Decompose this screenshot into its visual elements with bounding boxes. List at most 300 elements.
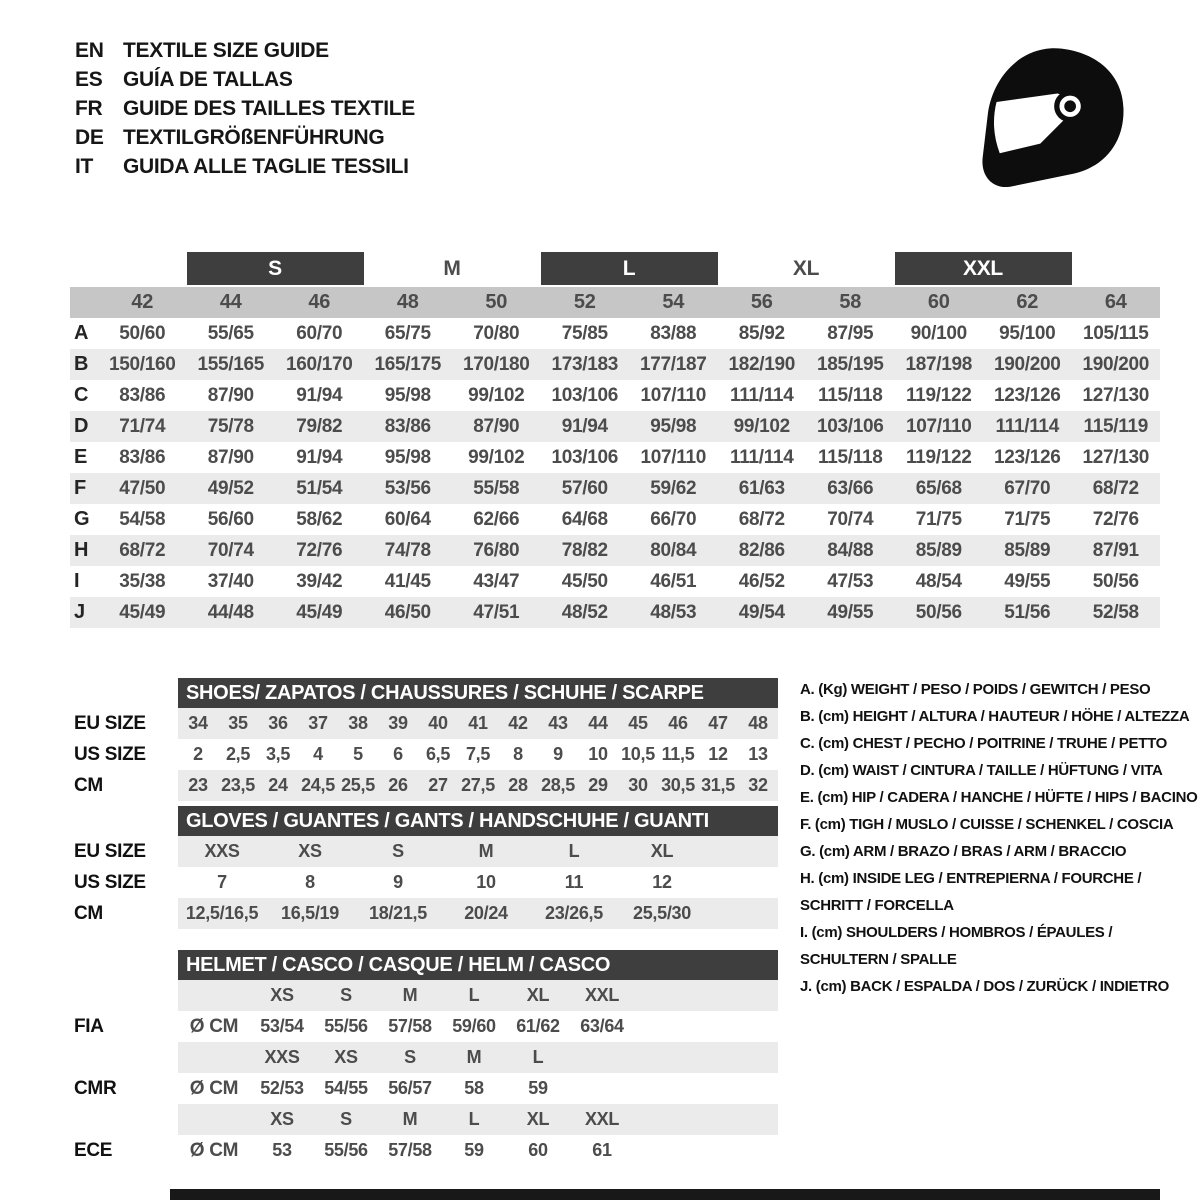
helmet-size-label: XXS	[264, 1047, 300, 1067]
measure-value: 71/75	[915, 508, 962, 530]
size-group-xxl: XXL	[895, 252, 1072, 285]
gloves-size-table	[70, 806, 778, 929]
measure-value: 115/118	[818, 446, 883, 468]
measure-value: 60/64	[384, 508, 431, 530]
measure-value: 115/119	[1083, 415, 1148, 437]
language-code: EN	[75, 38, 104, 62]
measure-value: 123/126	[993, 384, 1061, 406]
helmet-size-value: 53/54	[260, 1016, 304, 1036]
shoe-size-value: 23	[188, 775, 208, 795]
helmet-size-label: L	[468, 985, 480, 1005]
measure-value: 51/56	[1004, 601, 1051, 623]
measure-value: 50/60	[119, 322, 166, 344]
legend-item: I. (cm) SHOULDERS / HOMBROS / ÉPAULES / SCHULTERN / SPALLE	[800, 924, 1113, 968]
table-row-c	[70, 380, 1160, 411]
legend-item: A. (Kg) WEIGHT / PESO / POIDS / GEWITCH / PESO	[800, 681, 1151, 698]
measure-value: 52/58	[1092, 601, 1139, 623]
measure-value: 78/82	[561, 539, 608, 561]
measure-value: 173/183	[551, 353, 619, 375]
measure-value: 107/110	[640, 446, 707, 468]
measure-value: 64/68	[561, 508, 608, 530]
glove-size-value: 25,5/30	[633, 903, 691, 923]
bottom-bar	[170, 1189, 1160, 1200]
shoe-size-value: 37	[308, 713, 328, 733]
measure-value: 46/52	[738, 570, 785, 592]
measure-value: 72/76	[296, 539, 343, 561]
shoe-size-value: 39	[388, 713, 408, 733]
measure-value: 80/84	[650, 539, 697, 561]
glove-size-value: 11	[564, 872, 584, 892]
measure-value: 62/66	[473, 508, 520, 530]
shoe-size-value: 24	[268, 775, 288, 795]
helmet-cmr-sizes-row	[70, 1042, 778, 1073]
glove-size-value: 20/24	[464, 903, 508, 923]
shoe-size-value: 38	[348, 713, 368, 733]
measure-value: 49/52	[207, 477, 254, 499]
helmet-size-value: 57/58	[388, 1140, 432, 1160]
shoe-size-value: 32	[748, 775, 768, 795]
measure-value: 177/187	[639, 353, 707, 375]
measure-value: 182/190	[728, 353, 796, 375]
shoe-size-value: 26	[388, 775, 408, 795]
table-row-j	[70, 597, 1160, 628]
helmet-size-value: 61/62	[516, 1016, 560, 1036]
measure-value: 155/165	[197, 353, 265, 375]
helmet-ece-values-row	[70, 1135, 778, 1166]
legend-item: G. (cm) ARM / BRAZO / BRAS / ARM / BRACCIO	[800, 843, 1127, 860]
measure-value: 119/122	[905, 446, 972, 468]
measure-value: 65/68	[915, 477, 962, 499]
measure-value: 45/50	[561, 570, 608, 592]
measure-value: 70/74	[207, 539, 254, 561]
helmet-size-label: S	[340, 985, 352, 1005]
row-letter: J	[74, 601, 85, 623]
helmet-size-value: 56/57	[388, 1078, 432, 1098]
measure-value: 87/95	[827, 322, 874, 344]
table-row-e	[70, 442, 1160, 473]
measure-value: 70/80	[473, 322, 520, 344]
table-row-h	[70, 535, 1160, 566]
row-label: US SIZE	[74, 871, 146, 893]
measure-value: 91/94	[561, 415, 608, 437]
measure-value: 55/65	[207, 322, 254, 344]
measure-value: 57/60	[561, 477, 608, 499]
measure-value: 150/160	[108, 353, 176, 375]
measure-value: 103/106	[816, 415, 884, 437]
glove-size-value: 12	[652, 872, 672, 892]
measure-value: 67/70	[1004, 477, 1051, 499]
glove-size-value: XL	[650, 841, 674, 861]
measure-value: 50/56	[1092, 570, 1139, 592]
measure-value: 111/114	[730, 384, 794, 406]
measure-value: 90/100	[910, 322, 967, 344]
measure-value: 111/114	[730, 446, 794, 468]
helmet-cmr-values-row	[70, 1073, 778, 1104]
table-row-g	[70, 504, 1160, 535]
measure-value: 107/110	[905, 415, 972, 437]
table-row-b	[70, 349, 1160, 380]
shoe-size-value: 35	[228, 713, 248, 733]
size-group-m: M	[443, 256, 461, 280]
language-title-line	[75, 123, 415, 152]
row-letter: A	[74, 322, 89, 344]
shoe-size-value: 47	[708, 713, 728, 733]
helmet-fia-sizes-row	[70, 980, 778, 1011]
glove-size-value: 12,5/16,5	[185, 903, 259, 923]
guide-title: GUIDA ALLE TAGLIE TESSILI	[123, 154, 409, 178]
table-row-f	[70, 473, 1160, 504]
shoes-table-title: SHOES/ ZAPATOS / CHAUSSURES / SCHUHE / SCARPE	[178, 678, 778, 708]
helmet-size-label: XXL	[584, 985, 620, 1005]
measure-value: 68/72	[738, 508, 785, 530]
measure-value: 119/122	[905, 384, 972, 406]
helmet-size-label: XS	[270, 1109, 294, 1129]
glove-size-value: 16,5/19	[281, 903, 339, 923]
measure-value: 85/89	[915, 539, 962, 561]
shoe-size-value: 6,5	[425, 744, 451, 764]
measure-value: 99/102	[468, 446, 525, 468]
language-title-list	[75, 36, 415, 181]
standard-label: CMR	[74, 1077, 117, 1099]
shoe-size-value: 30,5	[661, 775, 695, 795]
measure-value: 123/126	[993, 446, 1061, 468]
measure-value: 60/70	[296, 322, 343, 344]
measure-value: 63/66	[827, 477, 874, 499]
row-letter: C	[74, 384, 89, 406]
measure-value: 47/51	[473, 601, 520, 623]
glove-size-value: 18/21,5	[369, 903, 427, 923]
measure-value: 48/54	[915, 570, 962, 592]
shoe-size-value: 13	[748, 744, 768, 764]
glove-size-value: 7	[217, 872, 227, 892]
shoe-size-value: 25,5	[341, 775, 375, 795]
shoe-size-value: 24,5	[301, 775, 335, 795]
size-number: 48	[396, 291, 419, 313]
glove-size-value: 10	[476, 872, 496, 892]
shoe-size-value: 31,5	[701, 775, 735, 795]
measure-value: 82/86	[738, 539, 785, 561]
measure-value: 53/56	[384, 477, 431, 499]
measure-value: 85/89	[1004, 539, 1051, 561]
shoe-size-value: 43	[548, 713, 568, 733]
measure-value: 49/54	[738, 601, 785, 623]
row-label: US SIZE	[74, 743, 146, 765]
measure-value: 59/62	[650, 477, 697, 499]
gloves-us-row	[70, 867, 778, 898]
table-row-d	[70, 411, 1160, 442]
size-number: 46	[308, 291, 331, 313]
helmet-size-value: 60	[528, 1140, 548, 1160]
language-code: IT	[75, 154, 94, 178]
measure-value: 61/63	[738, 477, 785, 499]
measure-value: 41/45	[384, 570, 431, 592]
standard-label: ECE	[74, 1139, 113, 1161]
size-number: 50	[485, 291, 508, 313]
measure-value: 187/198	[905, 353, 973, 375]
shoe-size-value: 7,5	[465, 744, 491, 764]
size-number: 44	[219, 291, 242, 313]
measure-value: 99/102	[733, 415, 790, 437]
measure-value: 87/90	[207, 384, 254, 406]
shoe-size-value: 45	[628, 713, 648, 733]
helmet-size-label: M	[402, 985, 418, 1005]
guide-title: GUIDE DES TAILLES TEXTILE	[123, 96, 415, 120]
measure-value: 115/118	[818, 384, 883, 406]
helmet-table-title: HELMET / CASCO / CASQUE / HELM / CASCO	[178, 950, 778, 980]
helmet-size-value: 52/53	[260, 1078, 304, 1098]
helmet-size-label: M	[402, 1109, 418, 1129]
measure-value: 87/91	[1092, 539, 1139, 561]
size-number: 62	[1016, 291, 1039, 313]
measure-value: 49/55	[827, 601, 874, 623]
measure-value: 87/90	[473, 415, 520, 437]
shoe-size-value: 2	[193, 744, 203, 764]
measure-value: 85/92	[738, 322, 785, 344]
measure-value: 75/78	[207, 415, 254, 437]
shoe-size-value: 10	[588, 744, 608, 764]
measure-value: 99/102	[468, 384, 525, 406]
size-group-s: S	[187, 252, 364, 285]
helmet-size-value: 59	[528, 1078, 548, 1098]
measure-value: 51/54	[296, 477, 343, 499]
shoe-size-value: 28,5	[541, 775, 575, 795]
measure-value: 91/94	[296, 384, 343, 406]
language-code: ES	[75, 67, 103, 91]
measure-value: 190/200	[1082, 353, 1150, 375]
table-row-i	[70, 566, 1160, 597]
measure-value: 87/90	[207, 446, 254, 468]
measure-value: 83/86	[119, 384, 166, 406]
measure-value: 185/195	[816, 353, 884, 375]
measure-value: 105/115	[1082, 322, 1149, 344]
shoe-size-value: 23,5	[221, 775, 255, 795]
legend-item: E. (cm) HIP / CADERA / HANCHE / HÜFTE / HIPS / BACINO	[800, 789, 1198, 806]
measure-value: 46/51	[650, 570, 697, 592]
size-number: 52	[573, 291, 596, 313]
measure-value: 68/72	[119, 539, 166, 561]
measure-value: 103/106	[551, 446, 619, 468]
shoe-size-value: 12	[708, 744, 728, 764]
shoe-size-value: 3,5	[265, 744, 291, 764]
measure-value: 37/40	[207, 570, 254, 592]
shoe-size-value: 9	[553, 744, 563, 764]
measure-value: 76/80	[473, 539, 520, 561]
helmet-size-value: 55/56	[324, 1016, 368, 1036]
measure-value: 127/130	[1082, 446, 1150, 468]
row-letter: G	[74, 508, 90, 530]
size-number: 64	[1104, 291, 1127, 313]
measure-value: 83/88	[650, 322, 697, 344]
shoe-size-value: 11,5	[661, 744, 695, 764]
measure-value: 47/53	[827, 570, 874, 592]
shoes-cm-row	[70, 770, 778, 801]
shoe-size-value: 5	[353, 744, 363, 764]
measure-value: 75/85	[561, 322, 608, 344]
measure-value: 71/75	[1004, 508, 1051, 530]
language-title-line	[75, 94, 415, 123]
legend-item: H. (cm) INSIDE LEG / ENTREPIERNA / FOURCHE / SCHRITT / FORCELLA	[800, 870, 1142, 914]
measure-value: 45/49	[296, 601, 343, 623]
standard-label: FIA	[74, 1015, 104, 1037]
shoe-size-value: 4	[313, 744, 323, 764]
helmet-size-value: 54/55	[324, 1078, 368, 1098]
glove-size-value: XXS	[204, 841, 240, 861]
size-number: 56	[750, 291, 773, 313]
language-title-line	[75, 152, 415, 181]
measure-value: 49/55	[1004, 570, 1051, 592]
shoes-eu-row	[70, 708, 778, 739]
shoe-size-value: 8	[513, 744, 523, 764]
legend-item: F. (cm) TIGH / MUSLO / CUISSE / SCHENKEL / COSCIA	[800, 816, 1174, 833]
shoe-size-value: 41	[468, 713, 488, 733]
helmet-size-label: XXL	[584, 1109, 620, 1129]
measure-value: 95/98	[384, 384, 431, 406]
diameter-unit: Ø CM	[189, 1139, 239, 1161]
measure-value: 58/62	[296, 508, 343, 530]
legend-item: B. (cm) HEIGHT / ALTURA / HAUTEUR / HÖHE / ALTEZZA	[800, 708, 1190, 725]
row-letter: H	[74, 539, 89, 561]
measure-value: 95/98	[650, 415, 697, 437]
size-group-l: L	[541, 252, 718, 285]
measure-value: 165/175	[374, 353, 442, 375]
measure-value: 79/82	[296, 415, 343, 437]
shoe-size-value: 2,5	[225, 744, 251, 764]
helmet-size-value: 59	[464, 1140, 484, 1160]
measure-value: 54/58	[119, 508, 166, 530]
guide-title: GUÍA DE TALLAS	[123, 67, 293, 91]
guide-title: TEXTILE SIZE GUIDE	[123, 38, 329, 62]
helmet-size-table	[70, 950, 778, 1166]
helmet-size-label: XS	[334, 1047, 358, 1067]
measure-value: 160/170	[285, 353, 353, 375]
row-label: CM	[74, 774, 103, 796]
row-label: EU SIZE	[74, 840, 146, 862]
measure-value: 74/78	[384, 539, 431, 561]
row-label: EU SIZE	[74, 712, 146, 734]
measure-value: 190/200	[993, 353, 1061, 375]
size-group-row	[70, 252, 1160, 285]
shoe-size-value: 28	[508, 775, 528, 795]
measure-value: 95/100	[999, 322, 1056, 344]
size-number: 42	[131, 291, 154, 313]
measure-value: 111/114	[995, 415, 1059, 437]
glove-size-value: 8	[305, 872, 315, 892]
measure-value: 66/70	[650, 508, 697, 530]
helmet-size-label: XL	[526, 985, 550, 1005]
row-letter: B	[74, 353, 89, 375]
measure-value: 71/74	[119, 415, 166, 437]
helmet-size-value: 59/60	[452, 1016, 496, 1036]
measure-value: 70/74	[827, 508, 874, 530]
shoe-size-value: 42	[508, 713, 528, 733]
row-letter: D	[74, 415, 89, 437]
helmet-size-value: 58	[464, 1078, 484, 1098]
helmet-icon	[972, 38, 1132, 198]
helmet-ece-sizes-row	[70, 1104, 778, 1135]
glove-size-value: 23/26,5	[545, 903, 603, 923]
measure-value: 127/130	[1082, 384, 1150, 406]
helmet-size-value: 57/58	[388, 1016, 432, 1036]
gloves-cm-row	[70, 898, 778, 929]
garment-size-table	[70, 252, 1160, 628]
legend-item: C. (cm) CHEST / PECHO / POITRINE / TRUHE / PETTO	[800, 735, 1168, 752]
glove-size-value: 9	[393, 872, 403, 892]
shoe-size-value: 29	[588, 775, 608, 795]
measure-value: 91/94	[296, 446, 343, 468]
size-number-header-row	[70, 287, 1160, 318]
glove-size-value: XS	[298, 841, 322, 861]
measure-value: 170/180	[462, 353, 530, 375]
helmet-size-value: 63/64	[580, 1016, 624, 1036]
helmet-fia-values-row	[70, 1011, 778, 1042]
shoe-size-value: 34	[188, 713, 208, 733]
shoe-size-value: 10,5	[621, 744, 655, 764]
glove-size-value: L	[568, 841, 580, 861]
shoe-size-value: 27,5	[461, 775, 495, 795]
shoes-size-table	[70, 678, 778, 801]
helmet-size-value: 61	[592, 1140, 612, 1160]
measure-value: 45/49	[119, 601, 166, 623]
row-label: CM	[74, 902, 103, 924]
language-code: FR	[75, 96, 103, 120]
size-number: 54	[662, 291, 685, 313]
measure-value: 44/48	[207, 601, 254, 623]
measure-value: 83/86	[384, 415, 431, 437]
measure-value: 43/47	[473, 570, 520, 592]
measure-value: 84/88	[827, 539, 874, 561]
measure-value: 39/42	[296, 570, 343, 592]
helmet-size-label: S	[404, 1047, 416, 1067]
helmet-size-value: 55/56	[324, 1140, 368, 1160]
row-letter: I	[74, 570, 80, 592]
shoe-size-value: 46	[668, 713, 688, 733]
measure-value: 46/50	[384, 601, 431, 623]
shoe-size-value: 44	[588, 713, 608, 733]
shoe-size-value: 30	[628, 775, 648, 795]
measure-value: 83/86	[119, 446, 166, 468]
row-letter: F	[74, 477, 86, 499]
measurement-legend	[800, 676, 1198, 1000]
measure-value: 95/98	[384, 446, 431, 468]
glove-size-value: M	[478, 841, 494, 861]
row-letter: E	[74, 446, 88, 468]
measure-value: 65/75	[384, 322, 431, 344]
helmet-size-label: L	[532, 1047, 544, 1067]
language-code: DE	[75, 125, 104, 149]
size-number: 58	[839, 291, 862, 313]
helmet-size-label: M	[466, 1047, 482, 1067]
measure-value: 56/60	[207, 508, 254, 530]
language-title-line	[75, 36, 415, 65]
size-group-xl: XL	[792, 256, 820, 280]
language-title-line	[75, 65, 415, 94]
measure-value: 48/53	[650, 601, 697, 623]
shoe-size-value: 27	[428, 775, 448, 795]
guide-title: TEXTILGRÖßENFÜHRUNG	[123, 125, 385, 149]
measure-value: 103/106	[551, 384, 619, 406]
gloves-table-title: GLOVES / GUANTES / GANTS / HANDSCHUHE / GUANTI	[178, 806, 778, 836]
measure-value: 35/38	[119, 570, 166, 592]
shoe-size-value: 40	[428, 713, 448, 733]
glove-size-value: S	[392, 841, 404, 861]
helmet-size-label: XL	[526, 1109, 550, 1129]
shoes-us-row	[70, 739, 778, 770]
shoe-size-value: 36	[268, 713, 288, 733]
measure-value: 107/110	[640, 384, 707, 406]
legend-item: J. (cm) BACK / ESPALDA / DOS / ZURÜCK / INDIETRO	[800, 978, 1169, 995]
gloves-eu-row	[70, 836, 778, 867]
measure-value: 47/50	[119, 477, 166, 499]
